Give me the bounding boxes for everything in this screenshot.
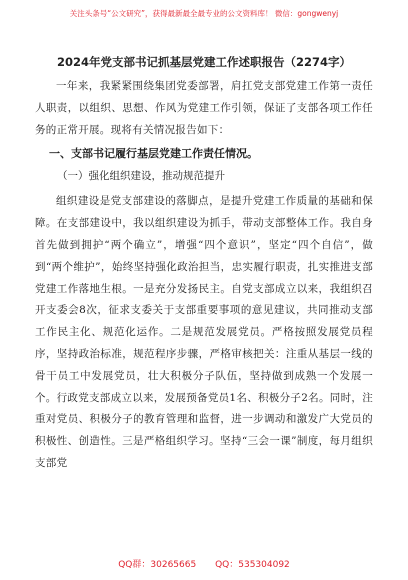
section-heading: 一、支部书记履行基层党建工作责任情况。 bbox=[49, 147, 258, 161]
contact-footer bbox=[0, 557, 408, 570]
body-paragraph: 组织建设是党支部建设的落脚点，是提升党建工作质量的基础和保障。在支部建设中，我以组织建设为抓手，带动支部整体工作。我自身首先做到拥护“两个确立”，增强“四个意识”，坚定“四个自信”，做到“两个维护”，始终坚持强化政治担当，忠实履行职责，扎实推进支部党建工作落地生根。一是充分发扬民主。自党支部成立以来，我组织召开支委会8次，征求支委关于支部重要事项的意见建议，共同推动支部工作民主化、规范化运作。二是规范发展党员。严格按照发展党员程序，坚持政治标准，规范程序步骤，严格审核把关：注重从基层一线的骨干员工中发展党员，壮大积极分子队伍，坚持做到成熟一个发展一个。行政党支部成立以来，发展预备党员1名、积极分子2名。同时，注重对党员、积极分子的教育管理和监督，进一步调动和激发广大党员的积极性、创造性。三是严格组织学习。坚持“三会一课”制度，每月组织支部党 bbox=[35, 195, 373, 469]
qq-contact-link[interactable]: QQ：535304092 bbox=[215, 560, 290, 570]
promo-banner: 关注头条号“公文研究”，获得最新最全最专业的公文资料库！ 微信：gongwenyj bbox=[69, 9, 339, 18]
subsection-heading: （一）强化组织建设，推动规范提升 bbox=[57, 170, 225, 183]
document-title: 2024年党支部书记抓基层党建工作述职报告（2274字） bbox=[56, 55, 351, 69]
document-page bbox=[35, 52, 373, 475]
qq-group-link[interactable]: QQ群：30265665 bbox=[118, 560, 197, 570]
intro-paragraph: 一年来，我紧紧围绕集团党委部署，肩扛党支部党建工作第一责任人职责，以组织、思想、作风为党建工作引领，保证了支部各项工作任务的正常开展。现将有关情况报告如下： bbox=[35, 80, 373, 136]
